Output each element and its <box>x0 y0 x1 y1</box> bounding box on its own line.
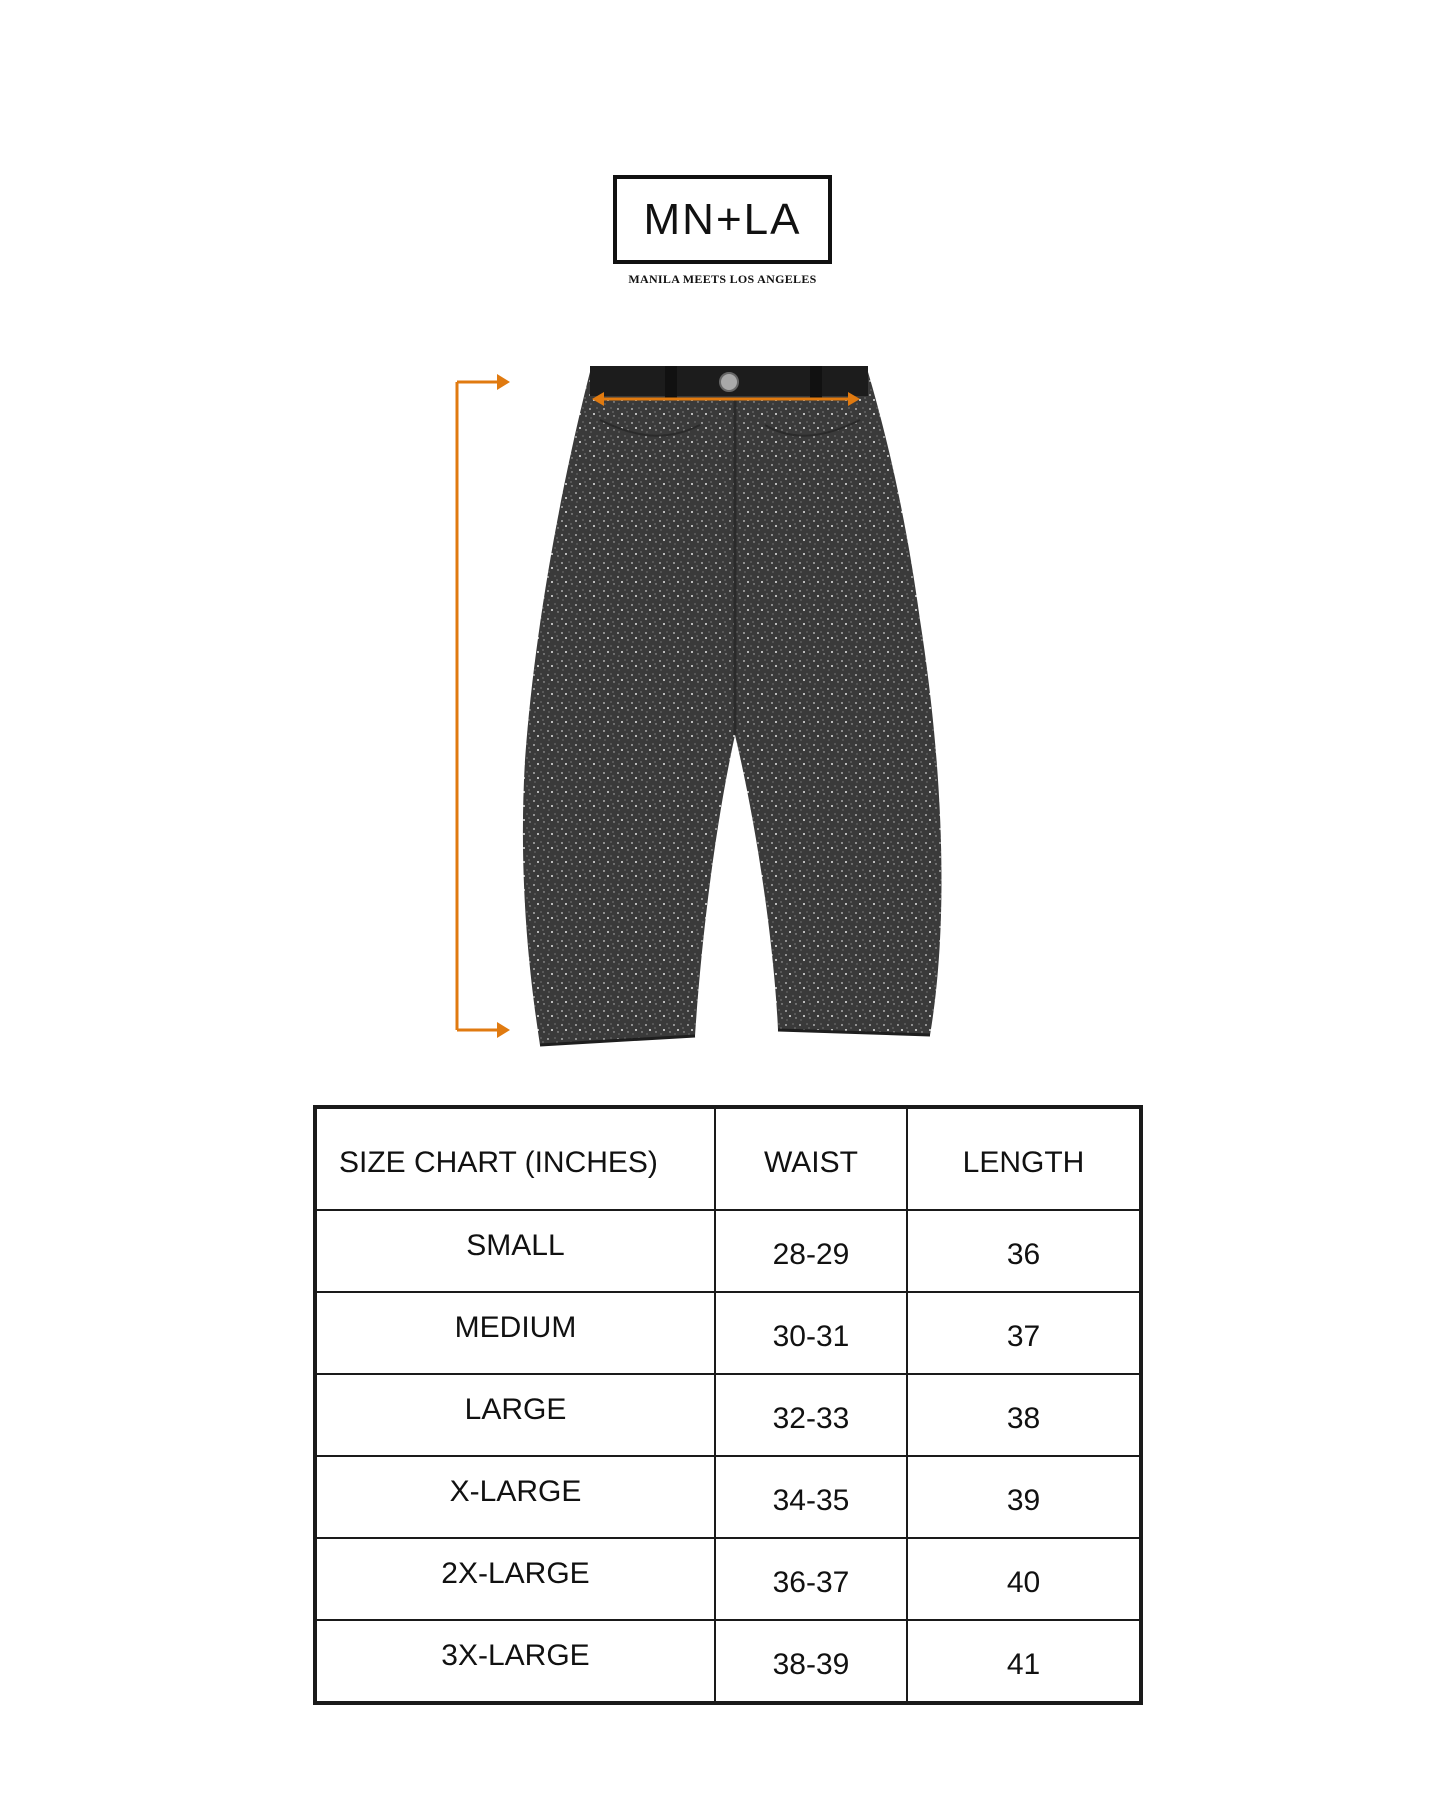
length-measure-arrow <box>457 374 510 1038</box>
table-row <box>315 1538 1141 1620</box>
logo-tagline: MANILA MEETS LOS ANGELES <box>628 272 817 286</box>
table-row <box>315 1292 1141 1374</box>
table-row <box>315 1620 1141 1703</box>
size-chart-table <box>313 1105 1143 1705</box>
header-size-chart: SIZE CHART (INCHES) <box>315 1107 715 1210</box>
belt-loop <box>665 366 677 400</box>
size-label: MEDIUM <box>315 1292 715 1374</box>
table-header-row <box>315 1107 1141 1210</box>
header-length: LENGTH <box>907 1107 1141 1210</box>
table-row <box>315 1456 1141 1538</box>
table-row <box>315 1374 1141 1456</box>
size-label: X-LARGE <box>315 1456 715 1538</box>
pants-body <box>523 366 942 1045</box>
length-value: 39 <box>907 1456 1141 1538</box>
waist-value: 30-31 <box>715 1292 907 1374</box>
size-label: SMALL <box>315 1210 715 1292</box>
waist-value: 32-33 <box>715 1374 907 1456</box>
waist-value: 38-39 <box>715 1620 907 1703</box>
length-value: 36 <box>907 1210 1141 1292</box>
logo-text: MN+LA <box>643 194 802 244</box>
button-icon <box>720 373 738 391</box>
size-label: LARGE <box>315 1374 715 1456</box>
size-label: 3X-LARGE <box>315 1620 715 1703</box>
belt-loop <box>810 366 822 400</box>
length-value: 41 <box>907 1620 1141 1703</box>
waist-value: 28-29 <box>715 1210 907 1292</box>
header-waist: WAIST <box>715 1107 907 1210</box>
size-label: 2X-LARGE <box>315 1538 715 1620</box>
waist-value: 36-37 <box>715 1538 907 1620</box>
length-value: 38 <box>907 1374 1141 1456</box>
waist-value: 34-35 <box>715 1456 907 1538</box>
table-row <box>315 1210 1141 1292</box>
length-value: 40 <box>907 1538 1141 1620</box>
length-value: 37 <box>907 1292 1141 1374</box>
